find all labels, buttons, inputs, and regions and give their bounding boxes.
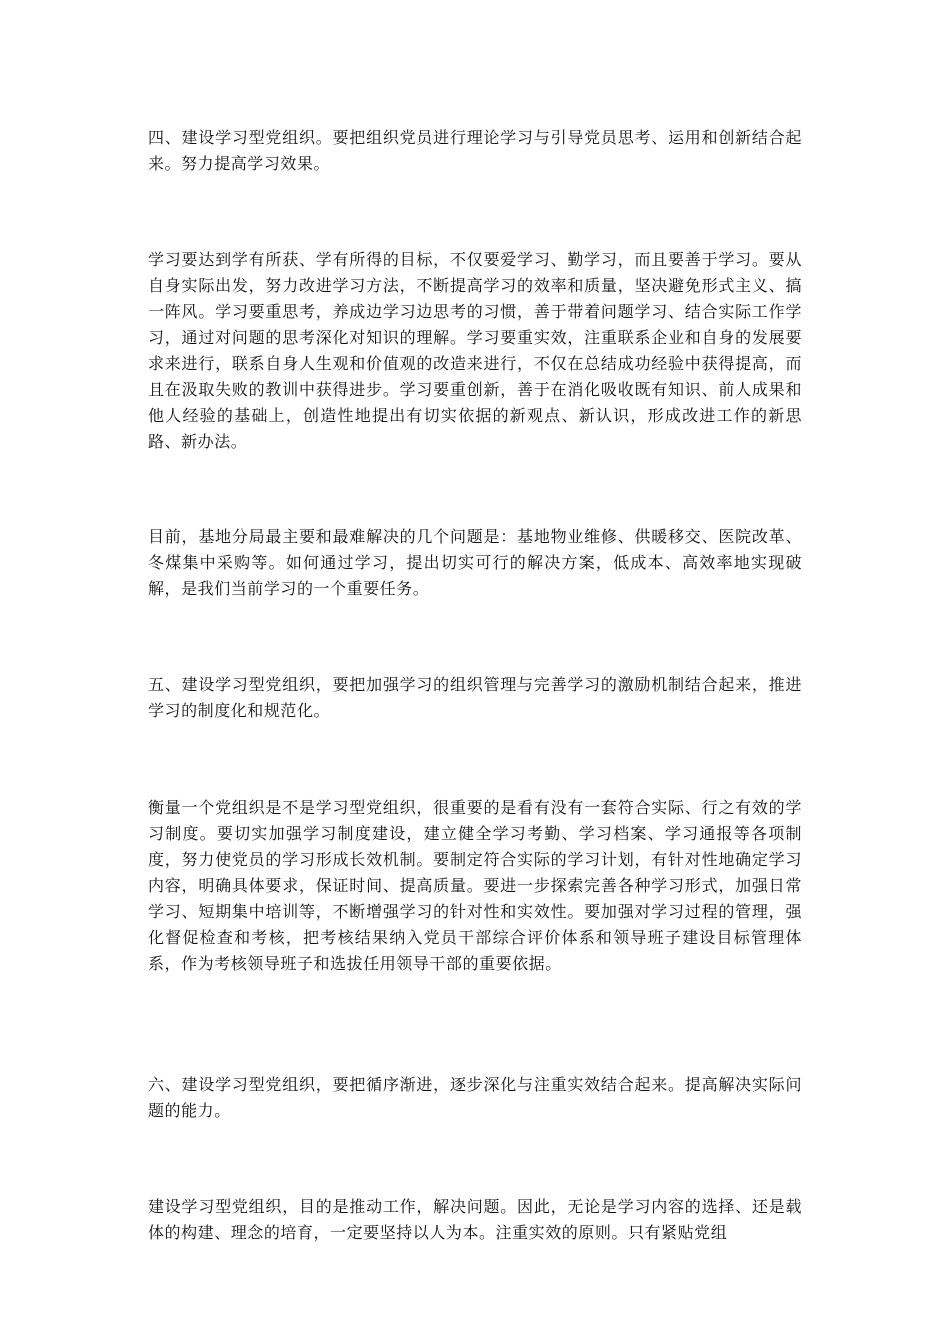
current-problems-paragraph: 目前，基地分局最主要和最难解决的几个问题是：基地物业维修、供暖移交、医院改革、冬煤集中采购等。如何通过学习，提出切实可行的解决方案，低成本、高效率地实现破解，是我们当前学习的一个重要任务。 <box>148 527 802 598</box>
section-four-heading-paragraph: 四、建设学习型党组织。要把组织党员进行理论学习与引导党员思考、运用和创新结合起来。努力提高学习效果。 <box>148 128 802 173</box>
practical-effect-paragraph: 建设学习型党组织，目的是推动工作，解决问题。因此，无论是学习内容的选择、还是载体的构建、理念的培育，一定要坚持以人为本。注重实效的原则。只有紧贴党组 <box>148 1197 802 1242</box>
section-six-heading-paragraph: 六、建设学习型党组织，要把循序渐进，逐步深化与注重实效结合起来。提高解决实际问题的能力。 <box>148 1075 802 1120</box>
learning-methods-paragraph: 学习要达到学有所获、学有所得的目标，不仅要爱学习、勤学习，而且要善于学习。要从自身实际出发，努力改进学习方法，不断提高学习的效率和质量，坚决避免形式主义、搞一阵风。学习要重思考，养成边学习边思考的习惯，善于带着问题学习、结合实际工作学习，通过对问题的思考深化对知识的理解。学习要重实效，注重联系企业和自身的发展要求来进行，联系自身人生观和价值观的改造来进行，不仅在总结成功经验中获得提高，而且在汲取失败的教训中获得进步。学习要重创新，善于在消化吸收既有知识、前人成果和他人经验的基础上，创造性地提出有切实依据的新观点、新认识，形成改进工作的新思路、新办法。 <box>148 250 802 451</box>
section-five-heading-paragraph: 五、建设学习型党组织，要把加强学习的组织管理与完善学习的激励机制结合起来，推进学习的制度化和规范化。 <box>148 675 802 720</box>
learning-system-paragraph: 衡量一个党组织是不是学习型党组织，很重要的是看有没有一套符合实际、行之有效的学习制度。要切实加强学习制度建设，建立健全学习考勤、学习档案、学习通报等各项制度，努力使党员的学习形成长效机制。要制定符合实际的学习计划，有针对性地确定学习内容，明确具体要求，保证时间、提高质量。要进一步探索完善各种学习形式，加强日常学习、短期集中培训等，不断增强学习的针对性和实效性。要加强对学习过程的管理，强化督促检查和考核，把考核结果纳入党员干部综合评价体系和领导班子建设目标管理体系，作为考核领导班子和选拔任用领导干部的重要依据。 <box>148 798 802 973</box>
